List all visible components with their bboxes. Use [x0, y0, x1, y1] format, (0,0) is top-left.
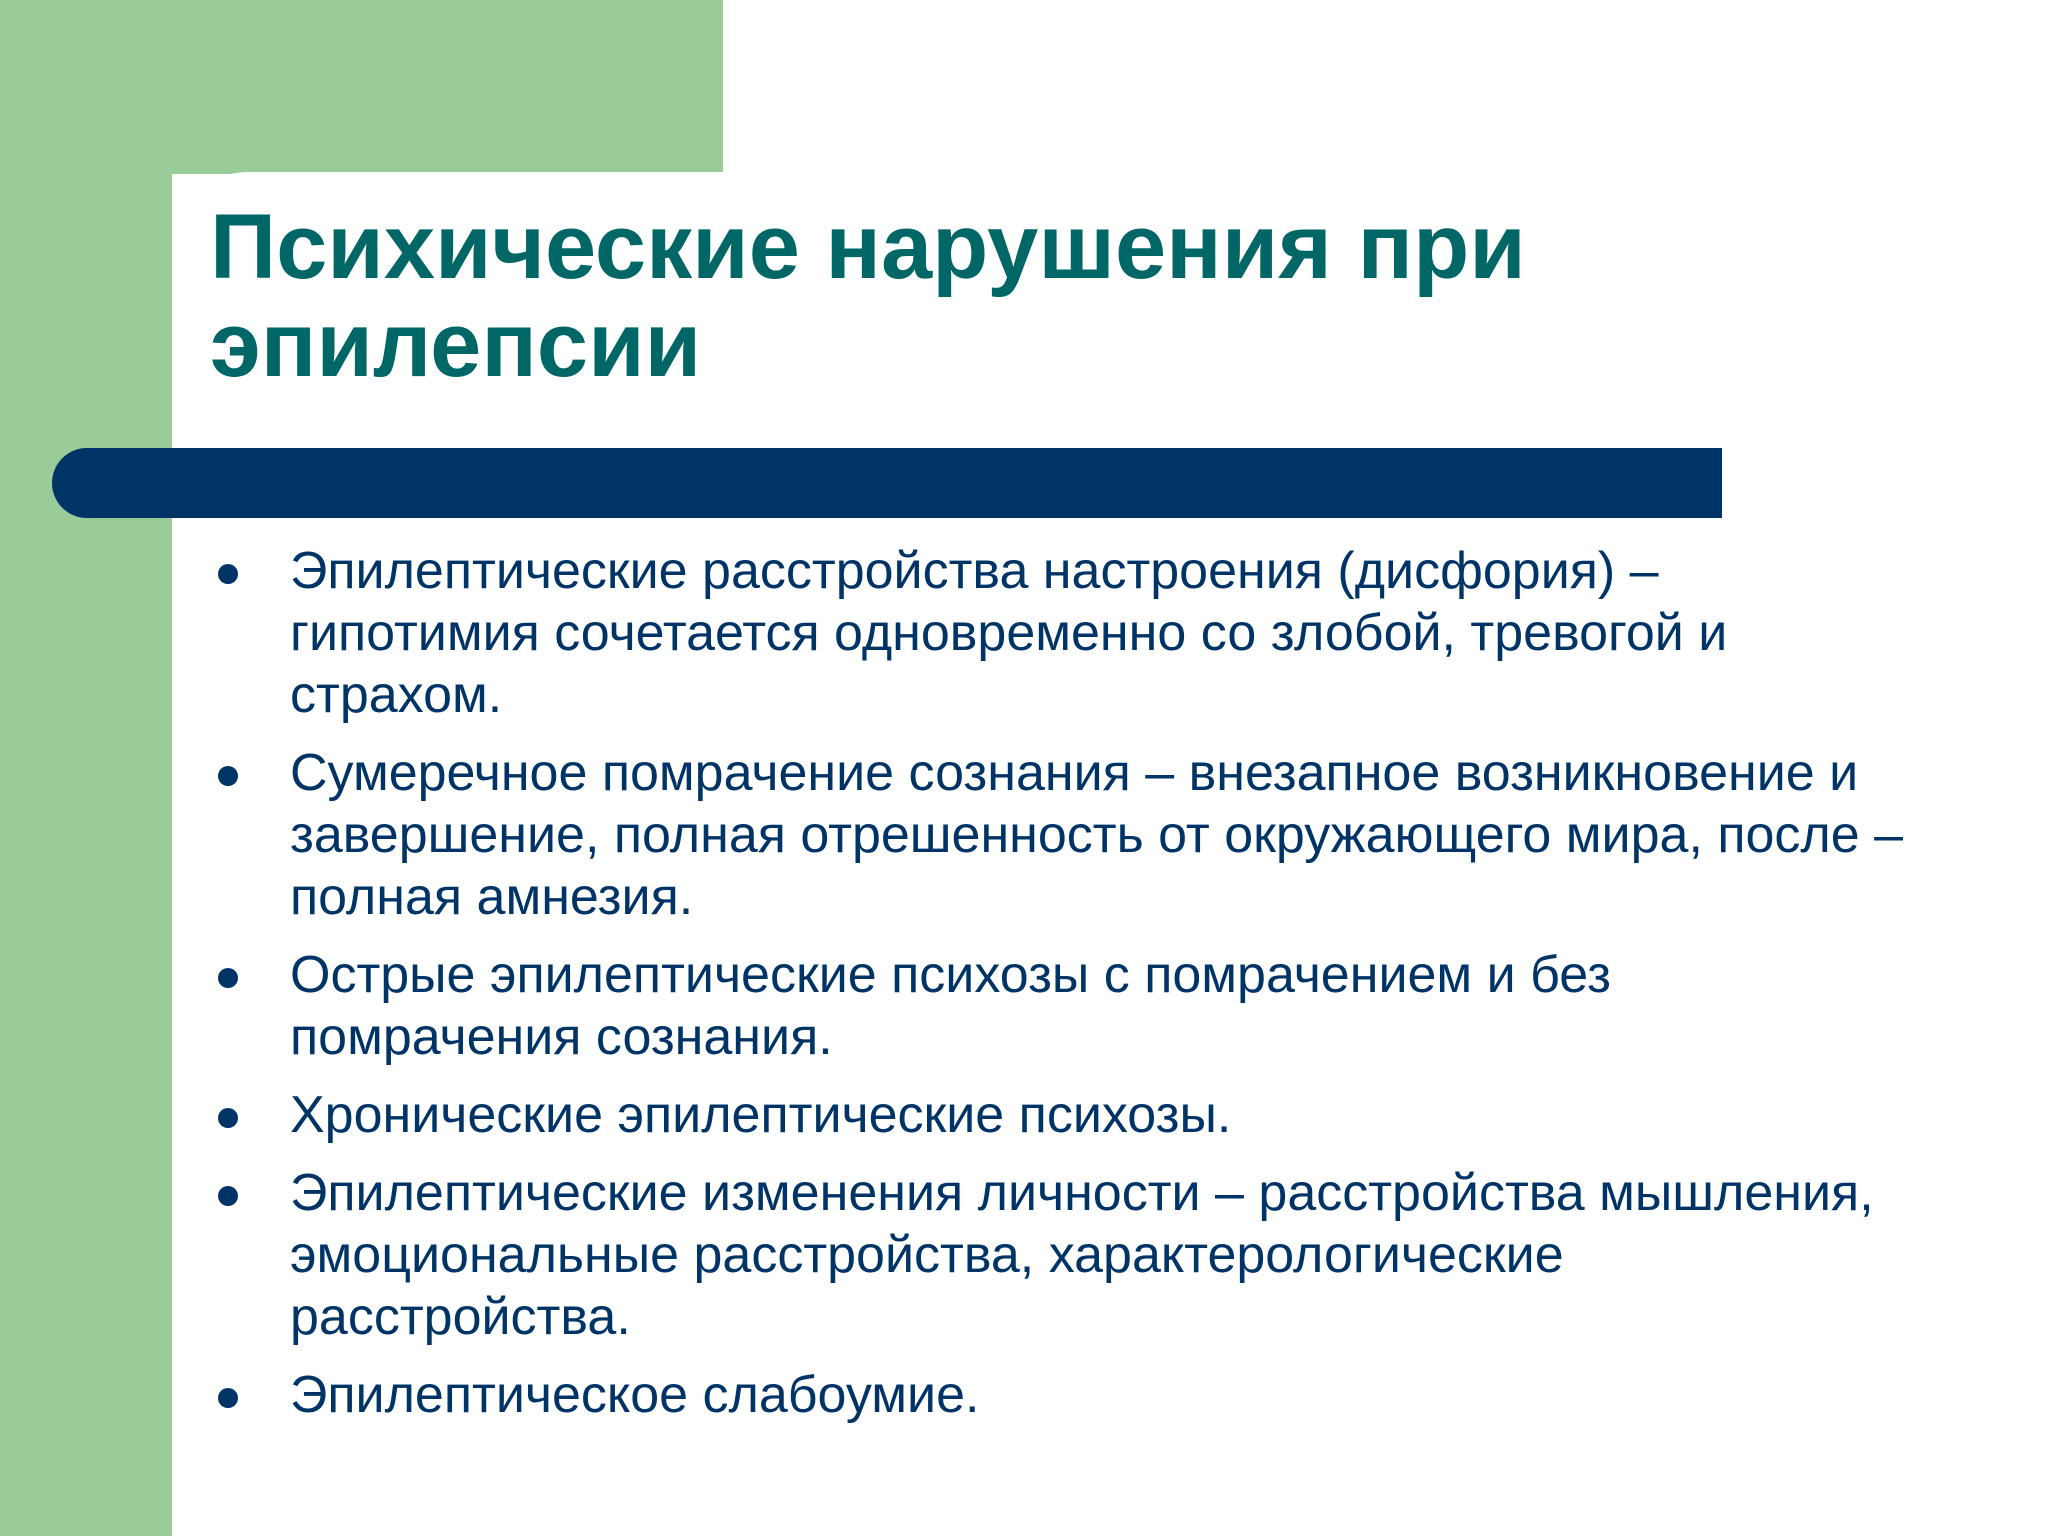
bullet-item: [210, 540, 1910, 726]
bullet-dot-icon: [218, 1108, 238, 1128]
slide-title: Психические нарушения при эпилепсии: [210, 196, 1526, 396]
bullet-item: [210, 944, 1910, 1068]
bullet-item: [210, 1162, 1910, 1348]
bullet-dot-icon: [218, 968, 238, 988]
bullet-text: Эпилептические изменения личности – расстройства мышления, эмоциональные расстройства, характерологические расстройства.: [290, 1164, 1874, 1346]
title-underline-bar: [52, 448, 1722, 518]
bullet-dot-icon: [218, 1388, 238, 1408]
bullet-item: [210, 1364, 1910, 1426]
bullet-item: [210, 1084, 1910, 1146]
bullet-text: Сумеречное помрачение сознания – внезапное возникновение и завершение, полная отрешенность от окружающего мира, после – полная амнезия.: [290, 744, 1904, 926]
bullet-dot-icon: [218, 564, 238, 584]
bullet-text: Хронические эпилептические психозы.: [290, 1086, 1232, 1144]
bullet-dot-icon: [218, 1186, 238, 1206]
bullet-list: [210, 540, 1910, 1442]
bullet-item: [210, 742, 1910, 928]
bullet-text: Острые эпилептические психозы с помрачением и без помрачения сознания.: [290, 946, 1611, 1066]
green-accent-left: [0, 0, 172, 1536]
bullet-dot-icon: [218, 766, 238, 786]
bullet-text: Эпилептическое слабоумие.: [290, 1366, 980, 1424]
bullet-text: Эпилептические расстройства настроения (дисфория) – гипотимия сочетается одновременно со злобой, тревогой и страхом.: [290, 542, 1728, 724]
